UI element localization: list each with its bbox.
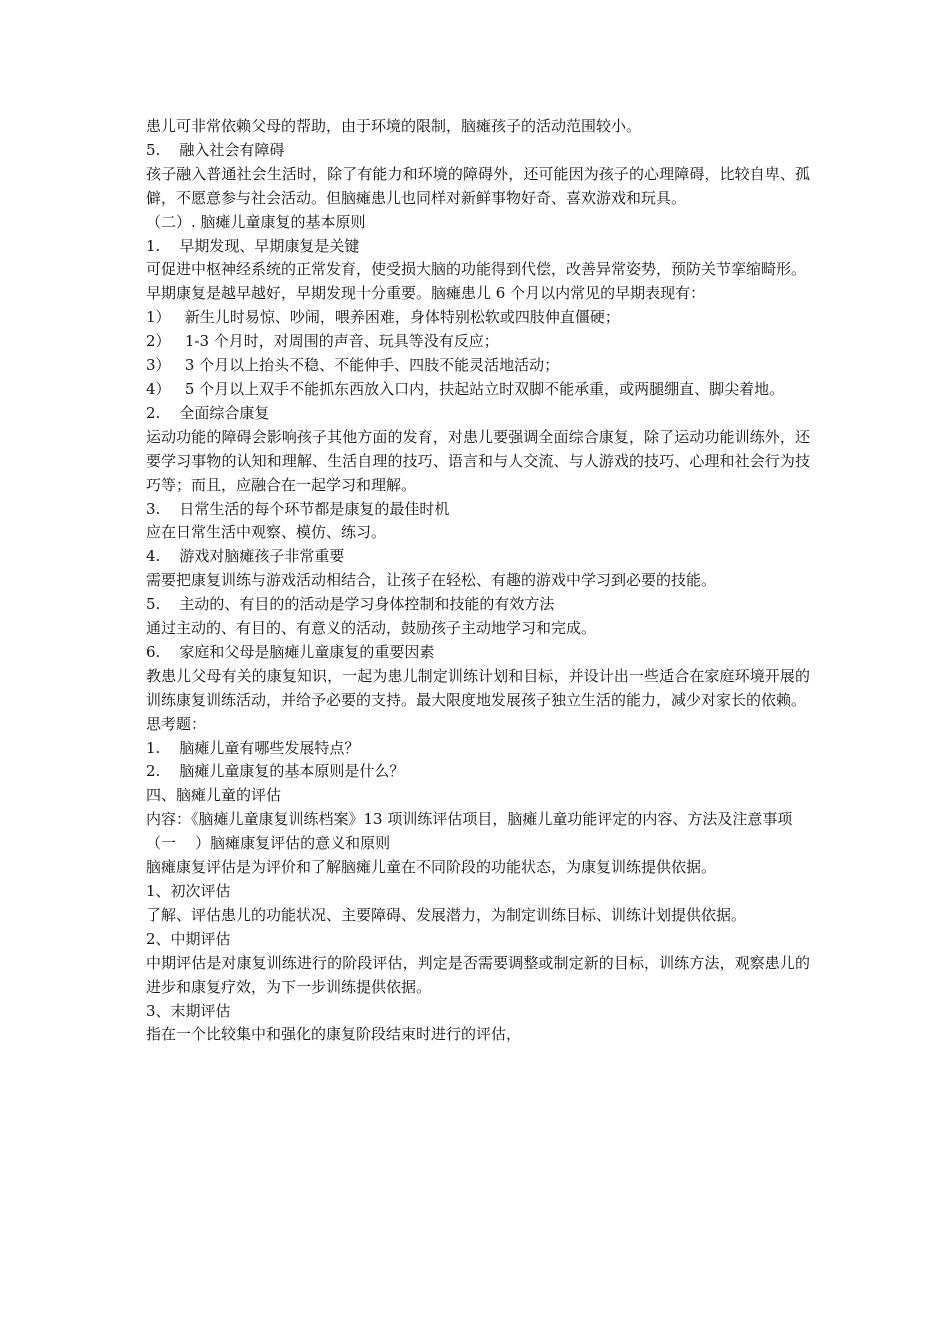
section-heading: 四、脑瘫儿童的评估 — [146, 786, 282, 805]
paragraph: 早期康复是越早越好，早期发现十分重要。脑瘫患儿 6 个月以内常见的早期表现有： — [146, 284, 706, 303]
list-item: 3） 3 个月以上抬头不稳、不能伸手、四肢不能灵活地活动； — [146, 356, 560, 375]
section-heading: 2、中期评估 — [146, 929, 231, 948]
section-heading: 1、初次评估 — [146, 882, 231, 900]
paragraph: 脑瘫康复评估是为评价和了解脑瘫儿童在不同阶段的功能状态，为康复训练提供依据。 — [146, 858, 717, 877]
section-heading: （二）. 脑瘫儿童康复的基本原则 — [146, 212, 366, 231]
paragraph: 可促进中枢神经系统的正常发育，使受损大脑的功能得到代偿，改善异常姿势，预防关节挛缩畸形。 — [146, 260, 807, 279]
paragraph: 教患儿父母有关的康复知识，一起为患儿制定训练计划和目标，并设计出一些适合在家庭环境开展的训练康复训练活动，并给予必要的支持。最大限度地发展孩子独立生活的能力，减少对家长的依赖。 — [146, 666, 810, 709]
paragraph: 孩子融入普通社会生活时，除了有能力和环境的障碍外，还可能因为孩子的心理障碍，比较自卑、孤僻，不愿意参与社会活动。但脑瘫患儿也同样对新鲜事物好奇、喜欢游戏和玩具。 — [146, 164, 810, 207]
paragraph: 中期评估是对康复训练进行的阶段评估，判定是否需要调整或制定新的目标，训练方法，观察患儿的进步和康复疗效，为下一步训练提供依据。 — [146, 953, 810, 996]
section-heading: 思考题： — [146, 714, 207, 733]
paragraph: 运动功能的障碍会影响孩子其他方面的发育，对患儿要强调全面综合康复，除了运动功能训练外，还要学习事物的认知和理解、生活自理的技巧、语言和与人交流、与人游戏的技巧、心理和社会行为技巧等；而且，应融合在一起学习和理解。 — [146, 427, 810, 494]
section-heading: 6. 家庭和父母是脑瘫儿童康复的重要因素 — [146, 642, 435, 661]
section-heading: 5. 融入社会有障碍 — [146, 140, 285, 159]
section-heading: 5. 主动的、有目的的活动是学习身体控制和技能的有效方法 — [146, 595, 555, 614]
section-heading: 3. 日常生活的每个环节都是康复的最佳时机 — [146, 499, 450, 518]
paragraph: 通过主动的、有目的、有意义的活动，鼓励孩子主动地学习和完成。 — [146, 619, 597, 638]
list-item: 1） 新生儿时易惊、吵闹，喂养困难，身体特别松软或四肢伸直僵硬； — [146, 308, 620, 327]
paragraph: 需要把康复训练与游戏活动相结合，让孩子在轻松、有趣的游戏中学习到必要的技能。 — [146, 571, 717, 590]
paragraph: 指在一个比较集中和强化的康复阶段结束时进行的评估， — [146, 1025, 522, 1044]
paragraph: 了解、评估患儿的功能状况、主要障碍、发展潜力，为制定训练目标、训练计划提供依据。 — [146, 905, 747, 924]
list-item: 2. 脑瘫儿童康复的基本原则是什么？ — [146, 762, 405, 781]
document-page — [146, 115, 810, 1047]
list-item: 4） 5 个月以上双手不能抓东西放入口内，扶起站立时双脚不能承重，或两腿绷直、脚尖着地。 — [146, 379, 785, 398]
paragraph: 内容：《脑瘫儿童康复训练档案》13 项训练评估项目，脑瘫儿童功能评定的内容、方法及注意事项 — [146, 810, 793, 829]
section-heading: （一 ）脑瘫康复评估的意义和原则 — [146, 834, 391, 853]
section-heading: 1. 早期发现、早期康复是关键 — [146, 236, 360, 255]
paragraph: 患儿可非常依赖父母的帮助，由于环境的限制，脑瘫孩子的活动范围较小。 — [146, 117, 642, 135]
list-item: 2） 1-3 个月时，对周围的声音、玩具等没有反应； — [146, 332, 499, 351]
list-item: 1. 脑瘫儿童有哪些发展特点？ — [146, 738, 360, 757]
section-heading: 3、末期评估 — [146, 1001, 231, 1020]
section-heading: 4. 游戏对脑瘫孩子非常重要 — [146, 547, 345, 566]
section-heading: 2. 全面综合康复 — [146, 403, 270, 422]
paragraph: 应在日常生活中观察、模仿、练习。 — [146, 523, 387, 542]
